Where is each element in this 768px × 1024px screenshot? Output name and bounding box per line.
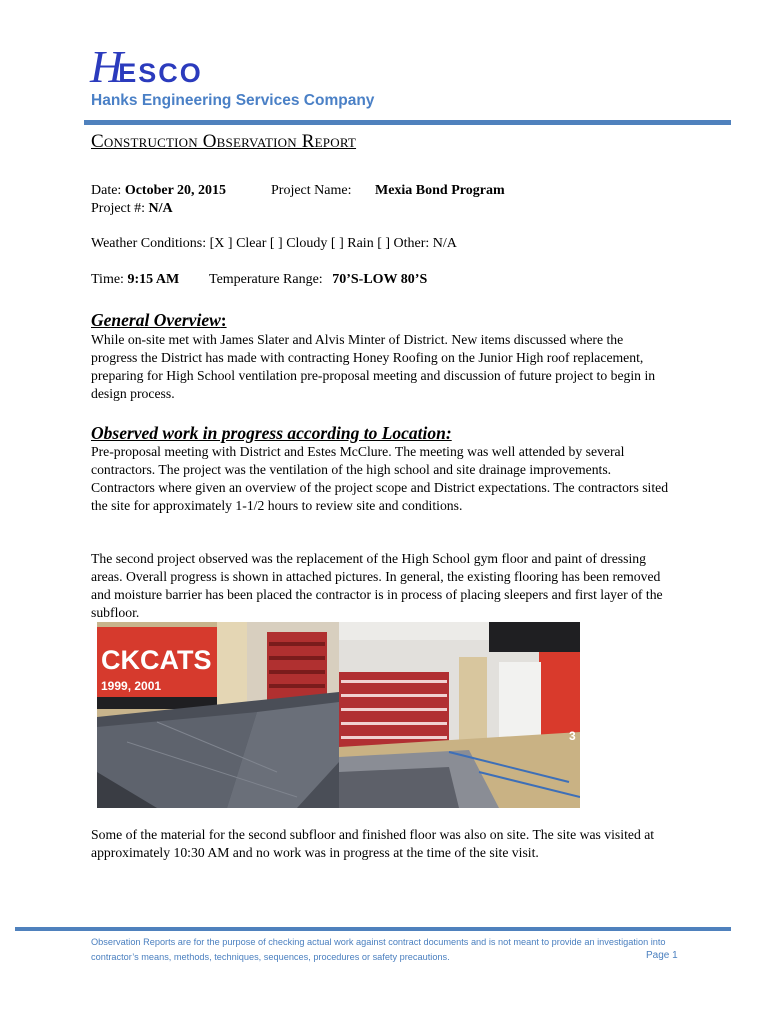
date-label: Date:: [91, 183, 122, 198]
logo-rest: ESCO: [118, 58, 203, 88]
observed-paragraph-2: The second project observed was the replacement of the High School gym floor and paint of dressing areas. Overall progress is shown in attached pictures. In general, the existing flooring has been removed and moisture barrier has been placed the contractor is in process of placing sleepers and first layer of the subfloor.: [91, 551, 663, 620]
hesco-logo: [90, 41, 203, 92]
photo-right-art: [339, 622, 580, 808]
time-line: [91, 271, 179, 288]
observed-paragraph-3: Some of the material for the second subfloor and finished floor was also on site. The site was visited at approximately 10:30 AM and no work was in progress at the time of the site visit.: [91, 827, 655, 860]
photo-left-art: [97, 622, 339, 808]
general-overview-text: While on-site met with James Slater and Alvis Minter of District. New items discussed where the progress the District has made with contracting Honey Roofing on the Junior High roof replacement, preparing for High School ventilation pre-proposal meeting and discussion of future project to begin in design process.: [91, 332, 656, 401]
observed-heading: Observed work in progress according to Location:: [91, 423, 452, 443]
observed-paragraph-1: Pre-proposal meeting with District and Estes McClure. The meeting was well attended by several contractors. The project was the ventilation of the high school and site drainage improvements. Contractors where given an overview of the project scope and District expectations. The contractors sited the site for approximately 1-1/2 hours to review site and conditions.: [91, 444, 669, 513]
temp-label: Temperature Range:: [209, 272, 323, 287]
photo-gym-floor-left: [97, 622, 339, 808]
photo-left-banner-text: CKCATS: [101, 645, 212, 675]
site-photos: [97, 622, 580, 808]
footer-disclaimer: Observation Reports are for the purpose of checking actual work against contract documents and is not meant to provide an investigation into contractor’s means, methods, techniques, sequences, procedures or safety precautions.: [91, 937, 666, 962]
project-num-value: N/A: [148, 201, 173, 216]
temp-value: 70’S-LOW 80’S: [332, 272, 428, 287]
report-title: Construction Observation Report: [91, 131, 357, 152]
photo-right-banner-text: 3: [569, 729, 576, 743]
page-number: Page 1: [646, 950, 678, 961]
general-overview-heading: General Overview:: [91, 310, 227, 330]
date-value: October 20, 2015: [124, 183, 227, 198]
photo-left-banner-years: 1999, 2001: [101, 679, 162, 693]
logo-initial: H: [90, 41, 122, 92]
company-name: Hanks Engineering Services Company: [91, 92, 375, 109]
photo-gym-floor-right: [339, 622, 580, 808]
temp-line: [209, 271, 427, 288]
weather-line: Weather Conditions: [X ] Clear [ ] Cloudy [ ] Rain [ ] Other: N/A: [91, 236, 457, 251]
date-line: [91, 182, 226, 199]
footer-rule: [15, 927, 731, 931]
project-name-value: Mexia Bond Program: [374, 183, 505, 198]
project-name-label: Project Name:: [271, 183, 352, 198]
project-name-line: [271, 182, 505, 199]
header-rule: [84, 120, 731, 125]
time-label: Time:: [91, 272, 124, 287]
project-num-label: Project #:: [91, 201, 146, 216]
time-value: 9:15 AM: [127, 272, 180, 287]
project-num-line: [91, 200, 173, 217]
